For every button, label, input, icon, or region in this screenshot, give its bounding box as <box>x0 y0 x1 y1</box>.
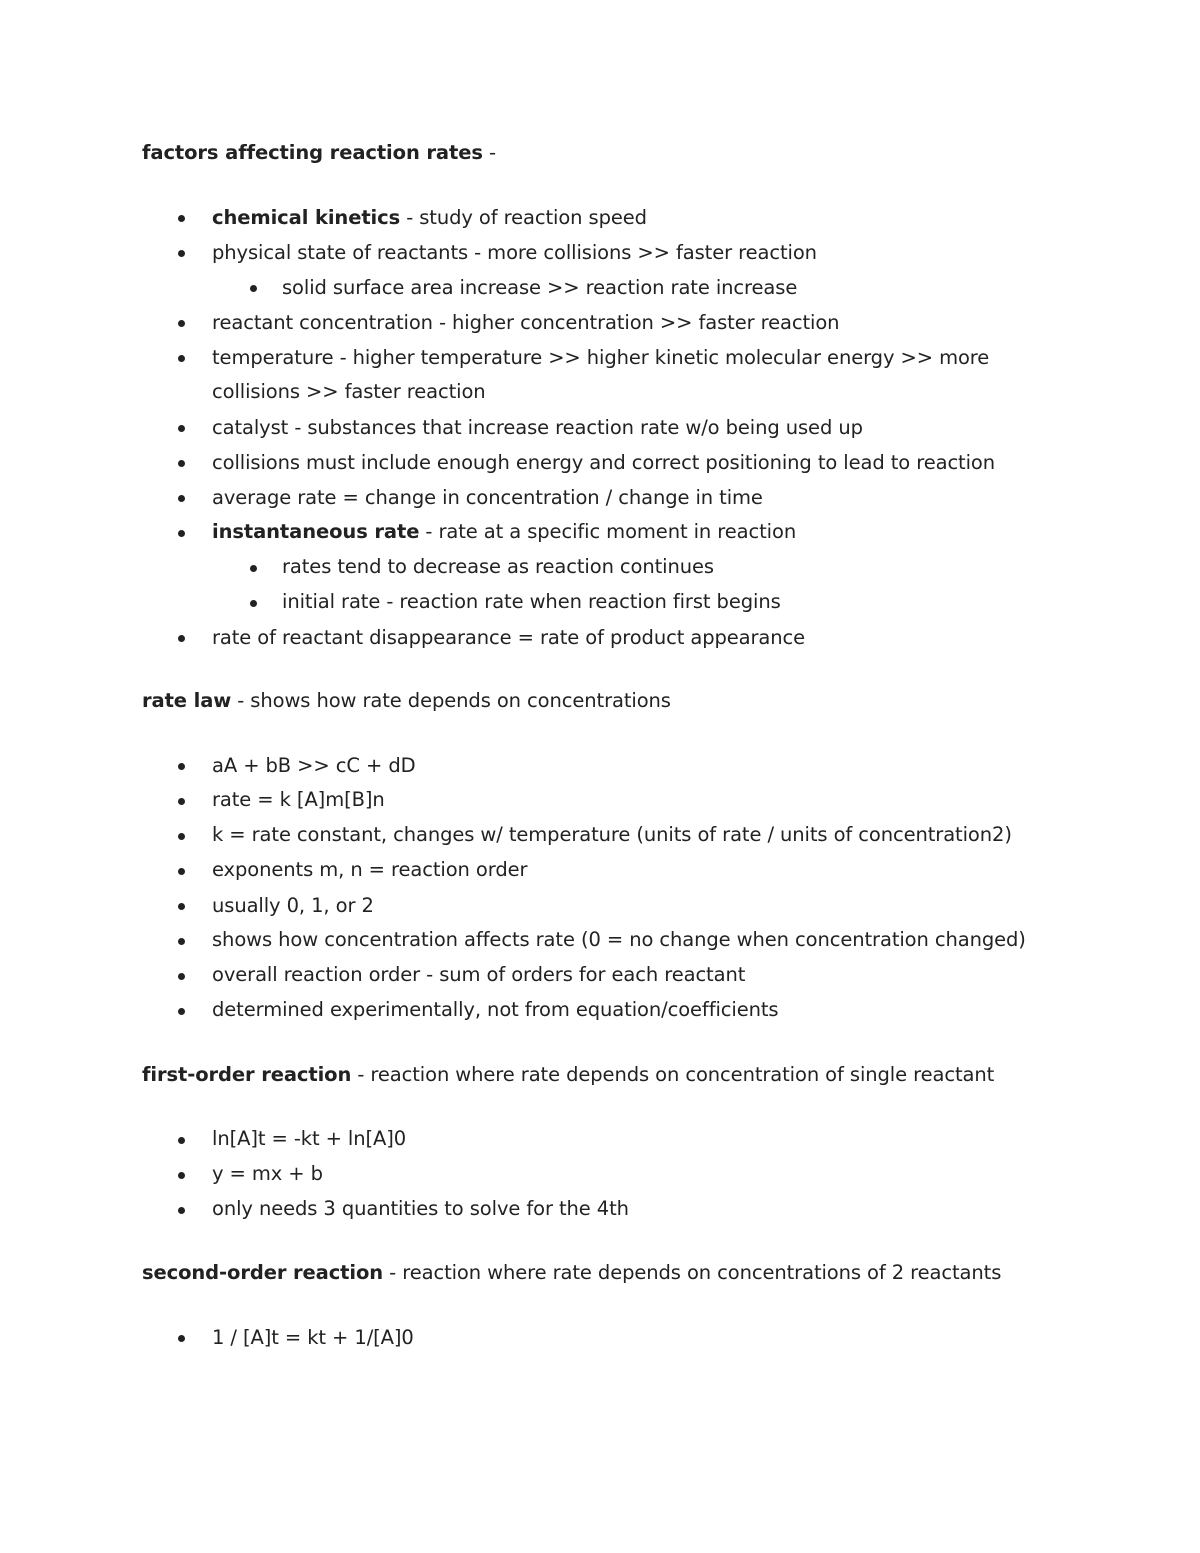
definition: - study of reaction speed <box>400 206 647 229</box>
list-item: y = mx + b <box>212 1162 323 1185</box>
list-item: rate = k [A]m[B]n <box>212 788 385 811</box>
list-item: solid surface area increase >> reaction rate increase <box>282 276 798 299</box>
bullet-icon <box>178 1172 185 1179</box>
section-heading <box>142 1260 1001 1286</box>
section-title-rest: - reaction where rate depends on concentration of single reactant <box>351 1063 995 1086</box>
list-item: exponents m, n = reaction order <box>212 858 528 881</box>
bullet-icon <box>178 798 185 805</box>
list-item: k = rate constant, changes w/ temperature (units of rate / units of concentration2) <box>212 823 1012 846</box>
list-item: initial rate - reaction rate when reaction first begins <box>282 590 781 613</box>
list-item: reactant concentration - higher concentration >> faster reaction <box>212 311 840 334</box>
bullet-icon <box>250 565 257 572</box>
bullet-icon <box>178 763 185 770</box>
bullet-icon <box>178 938 185 945</box>
bullet-icon <box>178 903 185 910</box>
list-item <box>212 205 647 231</box>
list-item-continuation: collisions >> faster reaction <box>212 380 486 403</box>
bullet-icon <box>178 973 185 980</box>
bullet-icon <box>178 1137 185 1144</box>
list-item: aA + bB >> cC + dD <box>212 754 416 777</box>
list-item: determined experimentally, not from equation/coefficients <box>212 998 779 1021</box>
term: instantaneous rate <box>212 520 420 543</box>
bullet-icon <box>250 600 257 607</box>
section-title: rate law <box>142 689 232 712</box>
bullet-icon <box>178 1207 185 1214</box>
bullet-icon <box>250 285 257 292</box>
list-item: physical state of reactants - more collisions >> faster reaction <box>212 241 817 264</box>
list-item <box>212 519 796 545</box>
list-item: collisions must include enough energy and correct positioning to lead to reaction <box>212 451 996 474</box>
definition: - rate at a specific moment in reaction <box>419 520 797 543</box>
bullet-icon <box>178 250 185 257</box>
list-item: rates tend to decrease as reaction continues <box>282 555 714 578</box>
bullet-icon <box>178 495 185 502</box>
bullet-icon <box>178 868 185 875</box>
bullet-icon <box>178 833 185 840</box>
list-item: rate of reactant disappearance = rate of product appearance <box>212 626 806 649</box>
list-item: only needs 3 quantities to solve for the 4th <box>212 1197 629 1220</box>
bullet-icon <box>178 425 185 432</box>
section-title: second-order reaction <box>142 1261 384 1284</box>
section-title-rest: - reaction where rate depends on concentrations of 2 reactants <box>383 1261 1002 1284</box>
section-heading <box>142 140 496 166</box>
list-item: shows how concentration affects rate (0 = no change when concentration changed) <box>212 928 1026 951</box>
bullet-icon <box>178 215 185 222</box>
bullet-icon <box>178 460 185 467</box>
bullet-icon <box>178 635 185 642</box>
bullet-icon <box>178 355 185 362</box>
list-item: overall reaction order - sum of orders for each reactant <box>212 963 746 986</box>
list-item: catalyst - substances that increase reaction rate w/o being used up <box>212 416 863 439</box>
section-title-rest: - shows how rate depends on concentrations <box>231 689 671 712</box>
section-title: factors affecting reaction rates <box>142 141 483 164</box>
term: chemical kinetics <box>212 206 401 229</box>
list-item: 1 / [A]t = kt + 1/[A]0 <box>212 1326 414 1349</box>
list-item: usually 0, 1, or 2 <box>212 894 374 917</box>
bullet-icon <box>178 1008 185 1015</box>
list-item: average rate = change in concentration / change in time <box>212 486 763 509</box>
section-title-rest: - <box>482 141 496 164</box>
section-heading <box>142 1062 994 1088</box>
bullet-icon <box>178 320 185 327</box>
list-item: ln[A]t = -kt + ln[A]0 <box>212 1127 407 1150</box>
section-title: first-order reaction <box>142 1063 352 1086</box>
bullet-icon <box>178 530 185 537</box>
list-item: temperature - higher temperature >> higher kinetic molecular energy >> more <box>212 346 990 369</box>
bullet-icon <box>178 1335 185 1342</box>
section-heading <box>142 688 671 714</box>
